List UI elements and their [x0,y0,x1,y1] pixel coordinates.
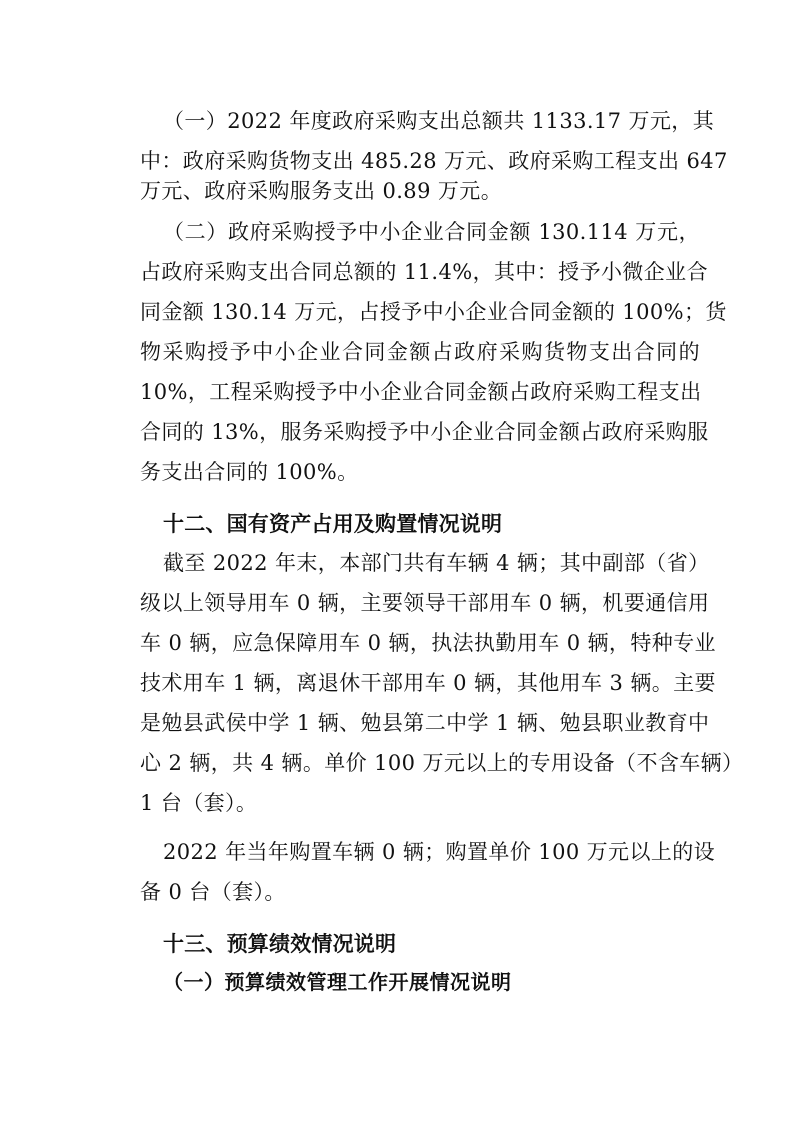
paragraph-line: 同金额 130.14 万元，占授予中小企业合同金额的 100%；货 [140,300,727,324]
paragraph-line: 占政府采购支出合同总额的 11.4%，其中：授予小微企业合 [140,260,708,284]
section-heading: 十二、国有资产占用及购置情况说明 [163,512,503,536]
paragraph-line: 截至 2022 年末，本部门共有车辆 4 辆；其中副部（省） [163,551,710,575]
paragraph-line: 合同的 13%，服务采购授予中小企业合同金额占政府采购服 [140,420,709,444]
paragraph-line: （二）政府采购授予中小企业合同金额 130.114 万元， [163,220,700,244]
paragraph-line: 务支出合同的 100%。 [140,460,359,484]
paragraph-line: 技术用车 1 辆，离退休干部用车 0 辆，其他用车 3 辆。主要 [140,671,716,695]
paragraph-line: 物采购授予中小企业合同金额占政府采购货物支出合同的 [140,340,700,364]
paragraph-line: （一）2022 年度政府采购支出总额共 1133.17 万元，其 [163,109,715,133]
paragraph-line: 级以上领导用车 0 辆，主要领导干部用车 0 辆，机要通信用 [140,591,710,615]
paragraph-line: 备 0 台（套）。 [140,880,286,904]
paragraph-line: 10%，工程采购授予中小企业合同金额占政府采购工程支出 [140,380,702,404]
subsection-heading: （一）预算绩效管理工作开展情况说明 [163,970,512,994]
paragraph-line: 中：政府采购货物支出 485.28 万元、政府采购工程支出 647 [140,149,728,173]
paragraph-line: 万元、政府采购服务支出 0.89 万元。 [140,179,503,203]
paragraph-line: 是勉县武侯中学 1 辆、勉县第二中学 1 辆、勉县职业教育中 [140,711,710,735]
paragraph-line: 心 2 辆，共 4 辆。单价 100 万元以上的专用设备（不含车辆） [140,751,744,775]
paragraph-line: 车 0 辆，应急保障用车 0 辆，执法执勤用车 0 辆，特种专业 [140,631,716,655]
paragraph-line: 1 台（套）。 [140,791,258,815]
paragraph-line: 2022 年当年购置车辆 0 辆；购置单价 100 万元以上的设 [163,840,716,864]
section-heading: 十三、预算绩效情况说明 [163,932,397,956]
